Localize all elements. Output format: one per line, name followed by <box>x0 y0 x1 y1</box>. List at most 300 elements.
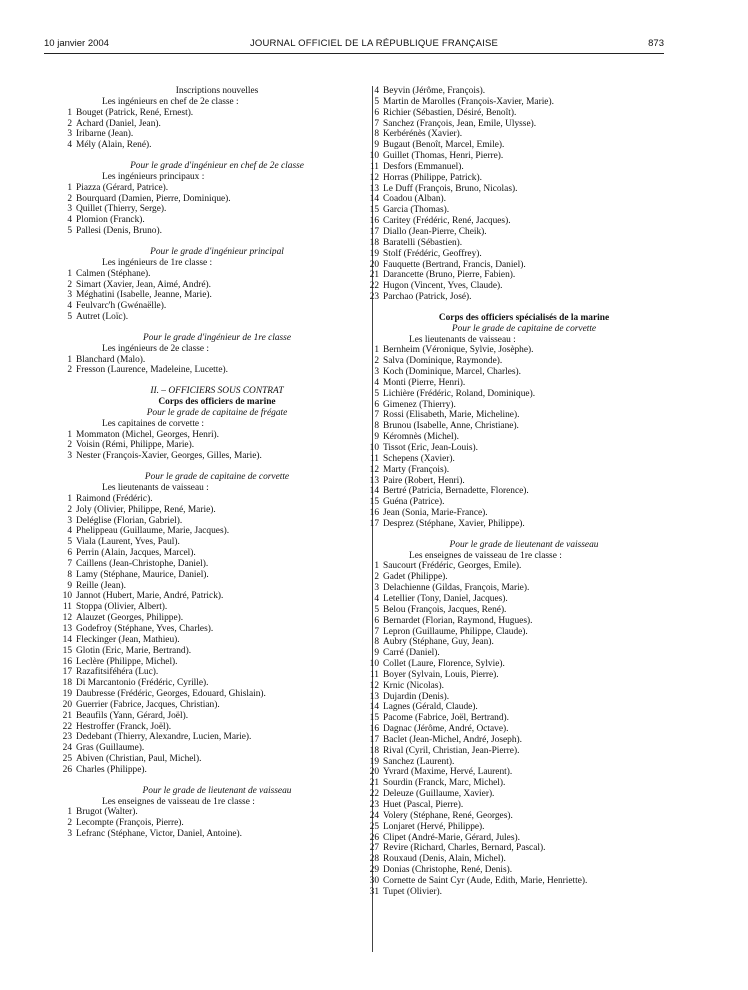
subgroup-label: Les lieutenants de vaisseau : <box>409 334 516 345</box>
list-item-number: 15 <box>369 497 379 508</box>
list-item-text: Letellier (Tony, Daniel, Jacques). <box>383 593 508 604</box>
list-item <box>367 616 669 627</box>
list-item <box>60 269 362 280</box>
list-item <box>367 746 669 757</box>
list-item <box>367 421 669 432</box>
right-column <box>369 86 669 898</box>
list-item-text: Brugot (Walter). <box>76 807 138 818</box>
list-item-text: Gras (Guillaume). <box>76 743 145 754</box>
list-item <box>60 526 362 537</box>
list-item-text: Brunou (Isabelle, Anne, Christiane). <box>383 421 519 432</box>
list-item-number: 3 <box>374 583 379 594</box>
list-item-number: 1 <box>374 345 379 356</box>
subgroup-label: Les capitaines de corvette : <box>102 418 205 429</box>
list-item <box>60 537 362 548</box>
list-item <box>367 659 669 670</box>
list-item-text: Lamy (Stéphane, Maurice, Daniel). <box>76 569 209 580</box>
list-item-text: Krnic (Nicolas). <box>383 680 444 691</box>
list-item <box>60 732 362 743</box>
list-item-number: 13 <box>369 183 379 194</box>
list-item <box>367 345 669 356</box>
list-item-number: 13 <box>369 691 379 702</box>
list-item <box>60 646 362 657</box>
list-item-text: Darancette (Bruno, Pierre, Fabien). <box>383 270 516 281</box>
list-item <box>60 624 362 635</box>
list-item-number: 4 <box>374 377 379 388</box>
list-item-number: 4 <box>67 215 72 226</box>
list-item-text: Pacome (Fabrice, Joël, Bertrand). <box>383 713 509 724</box>
list-item-number: 3 <box>67 290 72 301</box>
list-item-number: 19 <box>369 248 379 259</box>
list-item-number: 24 <box>62 743 72 754</box>
list-item-number: 6 <box>374 615 379 626</box>
subgroup-label: Les enseignes de vaisseau de 1re classe : <box>102 796 255 807</box>
list-item-text: Carré (Daniel). <box>383 648 440 659</box>
left-column <box>62 86 362 840</box>
list-item <box>367 270 669 281</box>
list-item-number: 10 <box>62 591 72 602</box>
list-item-number: 22 <box>62 721 72 732</box>
list-item-text: Voisin (Rémi, Philippe, Marie). <box>76 440 195 451</box>
list-item-number: 9 <box>374 648 379 659</box>
list-item-text: Huet (Pascal, Pierre). <box>383 800 464 810</box>
list-item-number: 23 <box>369 800 379 810</box>
list-item-number: 4 <box>67 140 72 151</box>
list-item-number: 20 <box>62 699 72 710</box>
list-item <box>367 508 669 519</box>
list-item-text: Godefroy (Stéphane, Yves, Charles). <box>76 623 214 634</box>
list-item-number: 17 <box>369 518 379 529</box>
list-item-text: Richier (Sébastien, Désiré, Benoît). <box>383 107 517 118</box>
list-item-number: 17 <box>369 226 379 237</box>
list-item-number: 1 <box>67 807 72 818</box>
list-item-number: 12 <box>369 680 379 691</box>
list-item <box>60 312 362 323</box>
list-item-text: Baratelli (Sébastien). <box>383 237 463 248</box>
list-item-number: 3 <box>374 367 379 378</box>
list-item-text: Blanchard (Malo). <box>76 354 146 365</box>
list-item-text: Sanchez (Laurent). <box>383 756 455 767</box>
list-item <box>367 129 669 140</box>
list-item-text: Sourdin (Franck, Marc, Michel). <box>383 778 506 789</box>
corps-heading: Corps des officiers de marine <box>158 397 276 408</box>
list-item-text: Guillet (Thomas, Henri, Pierre). <box>383 151 504 162</box>
list-item <box>367 811 669 822</box>
list-item-text: Caillens (Jean-Christophe, Daniel). <box>76 558 209 569</box>
list-item-number: 1 <box>67 493 72 504</box>
list-item <box>60 754 362 765</box>
list-item-number: 22 <box>369 789 379 800</box>
list-item <box>367 151 669 162</box>
list-item-number: 12 <box>369 172 379 183</box>
list-item <box>60 204 362 215</box>
list-item-text: Delachienne (Gildas, François, Marie). <box>383 583 530 594</box>
list-item-text: Volery (Stéphane, René, Georges). <box>383 810 513 821</box>
list-item <box>60 829 362 840</box>
list-item-text: Caritey (Frédéric, René, Jacques). <box>383 216 511 227</box>
list-item <box>367 648 669 659</box>
list-item <box>60 559 362 570</box>
list-item <box>60 430 362 441</box>
list-item-number: 1 <box>67 107 72 118</box>
list-item-number: 1 <box>67 182 72 193</box>
list-item <box>367 432 669 443</box>
list-item-number: 3 <box>67 515 72 526</box>
list-item-number: 9 <box>67 580 72 591</box>
list-item <box>60 226 362 237</box>
page-number: 873 <box>648 38 664 49</box>
list-item-text: Achard (Daniel, Jean). <box>76 118 161 129</box>
list-item-number: 26 <box>369 832 379 843</box>
list-item <box>367 194 669 205</box>
list-item-text: Méghatini (Isabelle, Jeanne, Marie). <box>76 290 212 301</box>
list-item-text: Hugon (Vincent, Yves, Claude). <box>383 281 503 292</box>
list-item-text: Nester (François-Xavier, Georges, Gilles, Marie). <box>76 451 262 462</box>
list-item-text: Marty (François). <box>383 464 450 475</box>
list-item-text: Garcia (Thomas). <box>383 205 450 216</box>
list-item-number: 13 <box>369 475 379 486</box>
list-item-text: Dujardin (Denis). <box>383 691 450 702</box>
list-item-number: 2 <box>67 193 72 204</box>
list-item <box>367 778 669 789</box>
list-item <box>60 581 362 592</box>
list-item <box>367 356 669 367</box>
list-item <box>367 443 669 454</box>
list-item-number: 31 <box>369 886 379 897</box>
list-item <box>60 818 362 829</box>
list-item-text: Beyvin (Jérôme, François). <box>383 86 486 96</box>
list-item <box>60 194 362 205</box>
list-item-number: 2 <box>67 279 72 290</box>
list-item-text: Desprez (Stéphane, Xavier, Philippe). <box>383 518 525 529</box>
list-item-text: Iribarne (Jean). <box>76 129 134 140</box>
list-item-text: Pallesi (Denis, Bruno). <box>76 226 162 237</box>
list-item-text: Dedebant (Thierry, Alexandre, Lucien, Marie). <box>76 732 252 743</box>
list-item <box>367 757 669 768</box>
list-item-text: Jean (Sonia, Marie-France). <box>383 508 488 519</box>
subgroup-label: Les ingénieurs de 2e classe : <box>102 343 209 354</box>
list-item-number: 9 <box>374 432 379 443</box>
list-item <box>367 670 669 681</box>
list-item-text: Tupet (Olivier). <box>383 886 443 897</box>
list-item-number: 14 <box>369 486 379 497</box>
list-item <box>367 465 669 476</box>
list-item-number: 8 <box>374 129 379 140</box>
grade-heading: Pour le grade de lieutenant de vaisseau <box>142 785 292 796</box>
list-item-number: 2 <box>67 818 72 829</box>
list-item <box>60 215 362 226</box>
list-item <box>367 789 669 800</box>
list-item-number: 28 <box>369 854 379 865</box>
list-item-text: Fauquette (Bertrand, Francis, Daniel). <box>383 259 526 270</box>
list-item-number: 2 <box>374 356 379 367</box>
list-item <box>367 833 669 844</box>
list-item <box>60 451 362 462</box>
page-header <box>0 38 748 52</box>
list-item-number: 26 <box>62 764 72 775</box>
list-item-number: 2 <box>374 572 379 583</box>
list-item <box>60 548 362 559</box>
list-item <box>60 516 362 527</box>
list-item-number: 16 <box>369 216 379 227</box>
list-item-number: 5 <box>374 388 379 399</box>
list-item-text: Aubry (Stéphane, Guy, Jean). <box>383 637 494 648</box>
list-item-number: 23 <box>369 292 379 303</box>
list-item <box>60 570 362 581</box>
list-item-text: Abiven (Christian, Paul, Michel). <box>76 754 202 765</box>
list-item <box>60 678 362 689</box>
list-item-number: 5 <box>67 537 72 548</box>
grade-heading: II. – OFFICIERS SOUS CONTRAT <box>150 386 284 397</box>
corps-heading: Corps des officiers spécialisés de la marine <box>438 312 610 323</box>
spacer <box>379 530 669 540</box>
header-date: 10 janvier 2004 <box>44 38 109 49</box>
list-item-text: Kerbérénès (Xavier). <box>383 129 463 140</box>
list-item-text: Bernheim (Véronique, Sylvie, Josèphe). <box>383 345 534 356</box>
list-item-text: Koch (Dominique, Marcel, Charles). <box>383 367 521 378</box>
list-item-number: 1 <box>374 561 379 572</box>
list-item-number: 6 <box>67 548 72 559</box>
list-item <box>367 692 669 703</box>
list-item <box>60 108 362 119</box>
list-item <box>367 497 669 508</box>
list-item-number: 3 <box>67 829 72 840</box>
list-item-number: 2 <box>67 365 72 376</box>
list-item <box>60 440 362 451</box>
list-item-number: 18 <box>62 678 72 689</box>
list-item <box>367 702 669 713</box>
list-item <box>60 613 362 624</box>
list-item <box>367 173 669 184</box>
spacer <box>72 237 362 247</box>
list-item-text: Mély (Alain, René). <box>76 140 152 151</box>
list-item <box>367 854 669 865</box>
list-item-number: 6 <box>374 107 379 118</box>
list-item-text: Salva (Dominique, Raymonde). <box>383 356 503 367</box>
list-item-number: 16 <box>62 656 72 667</box>
list-item-text: Charles (Philippe). <box>76 764 147 775</box>
list-item-number: 14 <box>369 194 379 205</box>
list-item-text: Yvrard (Maxime, Hervé, Laurent). <box>383 767 513 778</box>
list-item <box>367 108 669 119</box>
list-item-number: 2 <box>67 440 72 451</box>
list-item-number: 5 <box>67 312 72 323</box>
list-item <box>367 519 669 530</box>
spacer <box>379 303 669 313</box>
list-item <box>367 887 669 898</box>
list-item-number: 23 <box>62 732 72 743</box>
list-item-text: Piazza (Gérard, Patrice). <box>76 182 169 193</box>
list-item <box>367 389 669 400</box>
list-item <box>60 505 362 516</box>
list-item-number: 27 <box>369 843 379 854</box>
list-item-text: Bertré (Patricia, Bernadette, Florence). <box>383 486 529 497</box>
list-item-number: 4 <box>67 301 72 312</box>
list-item-text: Reille (Jean). <box>76 580 126 591</box>
list-item <box>60 765 362 776</box>
list-item-text: Lefranc (Stéphane, Victor, Daniel, Antoine). <box>76 829 243 840</box>
list-item <box>367 281 669 292</box>
list-item <box>367 583 669 594</box>
list-item-number: 7 <box>374 626 379 637</box>
list-item <box>367 119 669 130</box>
grade-heading: Pour le grade d'ingénieur en chef de 2e classe <box>130 161 304 172</box>
list-item-number: 5 <box>67 226 72 237</box>
list-item-text: Calmen (Stéphane). <box>76 268 151 279</box>
list-item-text: Bernardet (Florian, Raymond, Hugues). <box>383 615 533 626</box>
list-item-text: Cornette de Saint Cyr (Aude, Edith, Marie, Henriette). <box>383 875 588 886</box>
list-item-text: Dagnac (Jérôme, André, Octave). <box>383 724 509 735</box>
list-item-text: Lepron (Guillaume, Philippe, Claude). <box>383 626 528 637</box>
list-item-text: Stoppa (Olivier, Albert). <box>76 602 168 613</box>
list-item <box>367 681 669 692</box>
list-item-text: Belou (François, Jacques, René). <box>383 604 507 615</box>
list-item-text: Plomion (Franck). <box>76 215 145 226</box>
list-item-text: Mommaton (Michel, Georges, Henri). <box>76 429 220 440</box>
list-item-number: 10 <box>369 151 379 162</box>
list-item-text: Beaufils (Yann, Gérard, Joël). <box>76 710 189 721</box>
list-item-text: Martin de Marolles (François-Xavier, Marie). <box>383 96 554 107</box>
list-item-number: 8 <box>67 569 72 580</box>
list-item-number: 11 <box>369 453 379 464</box>
list-item-text: Joly (Olivier, Philippe, René, Marie). <box>76 504 216 515</box>
list-item <box>367 140 669 151</box>
list-item-number: 7 <box>374 118 379 129</box>
list-item <box>60 129 362 140</box>
list-item <box>367 378 669 389</box>
list-item-text: Raimond (Frédéric). <box>76 493 153 504</box>
list-item-number: 16 <box>369 724 379 735</box>
list-item <box>367 86 669 97</box>
list-item <box>367 454 669 465</box>
list-item-text: Tissot (Eric, Jean-Louis). <box>383 443 478 453</box>
list-item-number: 19 <box>369 756 379 767</box>
list-item-number: 24 <box>369 810 379 821</box>
list-item-number: 17 <box>369 734 379 745</box>
list-item <box>367 594 669 605</box>
list-item-text: Autret (Loïc). <box>76 312 129 323</box>
list-item <box>367 400 669 411</box>
grade-heading: Pour le grade de lieutenant de vaisseau <box>449 539 599 550</box>
list-item-text: Bouget (Patrick, René, Ernest). <box>76 107 194 118</box>
list-item-text: Guerrier (Fabrice, Jacques, Christian). <box>76 699 220 710</box>
list-item <box>60 301 362 312</box>
list-item <box>60 183 362 194</box>
list-item-text: Guéna (Patrice). <box>383 497 445 508</box>
list-item-text: Horras (Philippe, Patrick). <box>383 172 482 183</box>
list-item-number: 6 <box>374 399 379 410</box>
list-item-text: Le Duff (François, Bruno, Nicolas). <box>383 183 518 194</box>
list-item-text: Monti (Pierre, Henri). <box>383 377 466 388</box>
list-item-number: 18 <box>369 745 379 756</box>
list-item-text: Lecompte (François, Pierre). <box>76 818 184 829</box>
list-item <box>60 140 362 151</box>
list-item <box>60 365 362 376</box>
spacer <box>72 462 362 472</box>
list-item-text: Boyer (Sylvain, Louis, Pierre). <box>383 669 499 680</box>
list-item-number: 11 <box>369 161 379 172</box>
list-item <box>367 724 669 735</box>
list-item-text: Razafitsiféhéra (Luc). <box>76 667 159 678</box>
list-item <box>367 216 669 227</box>
list-item <box>60 711 362 722</box>
list-item-text: Stolf (Frédéric, Geoffrey). <box>383 248 482 259</box>
list-item-text: Fleckinger (Jean, Mathieu). <box>76 634 180 645</box>
list-item-text: Daubresse (Frédéric, Georges, Edouard, Ghislain). <box>76 689 266 700</box>
list-item-number: 3 <box>67 129 72 140</box>
list-item-text: Lagnes (Gérald, Claude). <box>383 702 478 713</box>
grade-heading: Pour le grade d'ingénieur principal <box>150 246 284 257</box>
list-item-number: 21 <box>369 270 379 281</box>
list-item-text: Quillet (Thierry, Serge). <box>76 204 167 215</box>
list-item-text: Fresson (Laurence, Madeleine, Lucette). <box>76 365 229 376</box>
list-item-text: Bourquard (Damien, Pierre, Dominique). <box>76 193 231 204</box>
list-item <box>367 572 669 583</box>
list-item-number: 21 <box>62 710 72 721</box>
list-item-text: Rouxaud (Denis, Alain, Michel). <box>383 854 506 865</box>
list-item <box>60 743 362 754</box>
list-item-text: Collet (Laure, Florence, Sylvie). <box>383 659 505 670</box>
list-item-text: Perrin (Alain, Jacques, Marcel). <box>76 548 196 559</box>
list-item-text: Kéromnès (Michel). <box>383 432 460 443</box>
subgroup-label: Les ingénieurs de 1re classe : <box>102 257 213 268</box>
list-item-text: Revire (Richard, Charles, Bernard, Pascal). <box>383 843 546 854</box>
list-item <box>60 119 362 130</box>
list-item-number: 16 <box>369 508 379 519</box>
list-item-text: Paire (Robert, Henri). <box>383 475 465 486</box>
list-item-text: Phelippeau (Guillaume, Marie, Jacques). <box>76 526 230 537</box>
list-item-number: 15 <box>62 645 72 656</box>
grade-heading: Pour le grade de capitaine de corvette <box>451 323 597 334</box>
list-item-text: Deleuze (Guillaume, Xavier). <box>383 789 495 800</box>
list-item-text: Donias (Christophe, René, Denis). <box>383 865 513 876</box>
list-item <box>60 689 362 700</box>
list-item <box>60 700 362 711</box>
list-item <box>367 367 669 378</box>
list-item <box>367 476 669 487</box>
list-item <box>367 162 669 173</box>
list-item-number: 19 <box>62 689 72 700</box>
list-item-text: Feulvarc'h (Gwénaëlle). <box>76 301 167 312</box>
journal-title: JOURNAL OFFICIEL DE LA RÉPUBLIQUE FRANÇAISE <box>249 38 499 49</box>
list-item-number: 1 <box>67 268 72 279</box>
list-item <box>60 591 362 602</box>
list-item <box>367 227 669 238</box>
list-item-number: 11 <box>62 602 72 613</box>
list-item <box>60 807 362 818</box>
grade-heading: Pour le grade de capitaine de corvette <box>144 472 290 483</box>
list-item <box>60 635 362 646</box>
list-item-text: Jannot (Hubert, Marie, André, Patrick). <box>76 591 224 602</box>
list-item-number: 7 <box>374 410 379 421</box>
list-item-text: Simart (Xavier, Jean, Aimé, André). <box>76 279 212 290</box>
list-item-text: Alauzet (Georges, Philippe). <box>76 613 184 624</box>
list-item-text: Coadou (Alban). <box>383 194 447 205</box>
list-item <box>367 865 669 876</box>
list-item <box>367 238 669 249</box>
list-item-text: Leclère (Philippe, Michel). <box>76 656 178 667</box>
list-item-text: Baclet (Jean-Michel, André, Joseph). <box>383 734 523 745</box>
list-item-number: 13 <box>62 623 72 634</box>
list-item-number: 14 <box>62 634 72 645</box>
list-item-number: 20 <box>369 767 379 778</box>
section-heading: Inscriptions nouvelles <box>175 86 259 96</box>
list-item <box>367 410 669 421</box>
list-item-text: Gimenez (Thierry). <box>383 399 456 410</box>
list-item-text: Gadet (Philippe). <box>383 572 448 583</box>
list-item <box>367 292 669 303</box>
list-item-number: 8 <box>374 637 379 648</box>
